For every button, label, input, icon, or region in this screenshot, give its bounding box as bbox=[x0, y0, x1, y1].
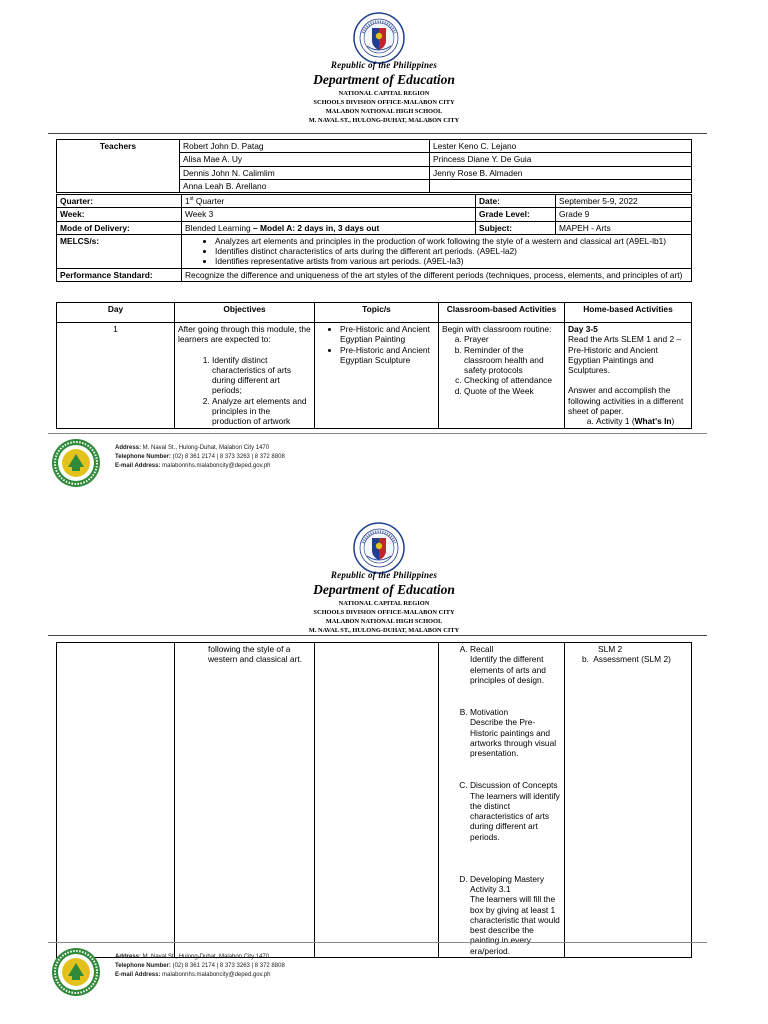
school-text: MALABON NATIONAL HIGH SCHOOL bbox=[325, 108, 443, 116]
footer-rule bbox=[48, 942, 707, 943]
activity-a: Activity 1 ( bbox=[596, 416, 635, 426]
email-label: E-mail Address: bbox=[115, 463, 161, 469]
teacher-name: Dennis John N. Calimlim bbox=[180, 166, 430, 179]
phone-label: Telephone Number: bbox=[115, 454, 171, 460]
home-read bbox=[568, 334, 688, 375]
routine-item: d. Quote of the Week bbox=[464, 386, 561, 396]
header-rule bbox=[48, 133, 707, 134]
deped-seal-icon bbox=[353, 12, 405, 64]
page-2 bbox=[0, 512, 768, 1024]
teacher-name: Lester Keno C. Lejano bbox=[430, 140, 692, 153]
objectives-continued bbox=[175, 643, 315, 958]
melc-item: • Identifies distinct characteristics of arts during the different art periods. (A9EL-la2) bbox=[215, 246, 688, 256]
email-value: malabonnhs.malaboncity@deped.gov.ph bbox=[160, 972, 271, 978]
phone-value: (02) 8 361 2174 | 8 373 3263 | 8 372 8808 bbox=[170, 454, 285, 460]
footer-phone bbox=[115, 453, 285, 462]
quarter-suffix: st bbox=[189, 196, 194, 203]
deped-seal-icon bbox=[353, 522, 405, 574]
mode-value-a: Blended Learning bbox=[185, 222, 253, 233]
header-home: Home-based Activities bbox=[565, 303, 692, 323]
school-logo-icon bbox=[50, 437, 102, 489]
lesson-plan-table-continued bbox=[56, 642, 692, 958]
step-item bbox=[470, 780, 561, 842]
objectives-cell bbox=[175, 323, 315, 429]
step-desc: The learners will fill the box by giving at least 1 characteristic that would best describe the painting in every era/period. bbox=[470, 894, 560, 956]
street-text: M. NAVAL ST., HULONG-DUHAT, MALABON CITY bbox=[308, 627, 460, 635]
school-logo-icon bbox=[50, 946, 102, 998]
objective-item: 2. Analyze art elements and principles in the production of artwork bbox=[212, 396, 311, 427]
header-topics: Topic/s bbox=[315, 303, 439, 323]
day-number: 1 bbox=[57, 323, 175, 429]
address-label: Address: bbox=[115, 954, 142, 960]
school-text: MALABON NATIONAL HIGH SCHOOL bbox=[325, 618, 443, 626]
email-value: malabonnhs.malaboncity@deped.gov.ph bbox=[160, 463, 271, 469]
activity-c: ) bbox=[671, 416, 675, 426]
objectives-intro: After going through this module, the learners are expected to: bbox=[178, 324, 311, 345]
quarter-number: 1 bbox=[185, 196, 190, 206]
week-label: Week: bbox=[57, 208, 182, 221]
home-assessment: b. Assessment (SLM 2) bbox=[582, 654, 671, 665]
header-day: Day bbox=[57, 303, 175, 323]
objective-item: 1. Identify distinct characteristics of arts during different art periods; bbox=[212, 355, 311, 396]
phone-value: (02) 8 361 2174 | 8 373 3263 | 8 372 8808 bbox=[170, 963, 285, 969]
footer-phone bbox=[115, 962, 285, 971]
lesson-info-table bbox=[56, 194, 692, 282]
home-answer: Answer and accomplish the following activities in a different sheet of paper. bbox=[568, 385, 684, 416]
footer-email bbox=[115, 971, 285, 980]
classroom-steps-cell bbox=[439, 643, 565, 958]
teacher-name bbox=[430, 179, 692, 192]
day-cell-empty bbox=[57, 643, 175, 958]
grade-label: Grade Level: bbox=[476, 208, 556, 221]
republic-text: Republic of the Philippines bbox=[330, 570, 438, 580]
republic-text: Republic of the Philippines bbox=[330, 60, 438, 70]
mode-value-b: – Model A: 2 days in, 3 days out bbox=[253, 222, 380, 233]
letterhead bbox=[0, 570, 768, 635]
street-text: M. NAVAL ST., HULONG-DUHAT, MALABON CITY bbox=[308, 117, 460, 125]
department-text: Department of Education bbox=[313, 71, 455, 87]
mode-label: Mode of Delivery: bbox=[57, 221, 182, 234]
date-label: Date: bbox=[476, 195, 556, 208]
melc-item: • Identifies representative artists from various art periods. (A9EL-la3) bbox=[215, 256, 688, 266]
header-rule bbox=[48, 635, 707, 636]
step-item bbox=[470, 644, 561, 685]
quarter-word: Quarter bbox=[193, 196, 225, 206]
teachers-label: Teachers bbox=[57, 140, 180, 193]
teacher-name: Robert John D. Patag bbox=[180, 140, 430, 153]
routine-item: b. Reminder of the classroom health and safety protocols bbox=[464, 345, 561, 376]
performance-label: Performance Standard: bbox=[57, 268, 182, 281]
lesson-plan-table bbox=[56, 302, 692, 429]
region-text: NATIONAL CAPITAL REGION bbox=[338, 90, 430, 98]
home-read-b: – Pre-Historic and Ancient Egyptian Paintings and Sculptures. bbox=[568, 334, 682, 375]
department-text: Department of Education bbox=[313, 581, 455, 597]
step-title: B. Motivation bbox=[470, 707, 509, 717]
routine-item: c. Checking of attendance bbox=[464, 375, 561, 385]
routine-item: a. Prayer bbox=[464, 334, 561, 344]
teacher-name: Anna Leah B. Arellano bbox=[180, 179, 430, 192]
quarter-label: Quarter: bbox=[57, 195, 182, 208]
footer-email bbox=[115, 462, 285, 471]
quarter-value bbox=[182, 195, 476, 208]
division-text: SCHOOLS DIVISION OFFICE-MALABON CITY bbox=[313, 609, 455, 617]
mode-value bbox=[182, 221, 476, 234]
division-text: SCHOOLS DIVISION OFFICE-MALABON CITY bbox=[313, 99, 455, 107]
header-objectives: Objectives bbox=[175, 303, 315, 323]
assessment-text: Assessment (SLM 2) bbox=[593, 654, 671, 665]
subject-value: MAPEH - Arts bbox=[556, 221, 692, 234]
topic-item: • Pre-Historic and Ancient Egyptian Painting bbox=[340, 324, 435, 345]
page-footer bbox=[0, 433, 768, 489]
footer-text bbox=[115, 953, 285, 980]
step-title: A. Recall bbox=[470, 644, 494, 654]
home-heading: Day 3-5 bbox=[568, 324, 598, 334]
header-classroom: Classroom-based Activities bbox=[439, 303, 565, 323]
topics-cell-empty bbox=[315, 643, 439, 958]
step-title: C. Discussion of Concepts bbox=[470, 780, 558, 791]
step-desc: Describe the Pre-Historic paintings and artworks through visual presentation. bbox=[470, 717, 557, 758]
teachers-table bbox=[56, 139, 692, 193]
objectives-cont-text: following the style of a western and classical art. bbox=[208, 644, 303, 665]
home-cell bbox=[565, 323, 692, 429]
teacher-name: Alisa Mae A. Uy bbox=[180, 153, 430, 166]
classroom-cell bbox=[439, 323, 565, 429]
classroom-intro: Begin with classroom routine: bbox=[442, 324, 552, 334]
footer-rule bbox=[48, 433, 707, 434]
subject-label: Subject: bbox=[476, 221, 556, 234]
letterhead bbox=[0, 60, 768, 125]
email-label: E-mail Address: bbox=[115, 972, 161, 978]
home-cont-text: SLM 2 bbox=[598, 644, 623, 654]
topic-item: • Pre-Historic and Ancient Egyptian Sculpture bbox=[340, 345, 435, 366]
performance-value: Recognize the difference and uniqueness of the art styles of the different periods (techniques, process, elements, and principles of art) bbox=[182, 268, 692, 281]
footer-address bbox=[115, 953, 285, 962]
footer-text bbox=[115, 444, 285, 471]
step-desc: The learners will identify the distinct characteristics of arts during different art periods. bbox=[470, 790, 560, 842]
melcs-label: MELCS/s: bbox=[57, 234, 182, 268]
address-value: M. Naval St., Hulong-Duhat, Malabon City 1470 bbox=[141, 445, 270, 451]
week-value: Week 3 bbox=[182, 208, 476, 221]
footer-address bbox=[115, 444, 285, 453]
step-desc: Identify the different elements of arts and principles of design. bbox=[470, 654, 546, 685]
topics-cell bbox=[315, 323, 439, 429]
melc-item: • Analyzes art elements and principles in the production of work following the style of a western and classical art (A9EL-lb1) bbox=[215, 236, 688, 246]
phone-label: Telephone Number: bbox=[115, 963, 171, 969]
melcs-cell bbox=[182, 234, 692, 268]
address-value: M. Naval St., Hulong-Duhat, Malabon City 1470 bbox=[141, 954, 270, 960]
home-cell-continued bbox=[565, 643, 692, 958]
teacher-name: Princess Diane Y. De Guia bbox=[430, 153, 692, 166]
grade-value: Grade 9 bbox=[556, 208, 692, 221]
step-title: D. Developing Mastery Activity 3.1 bbox=[470, 873, 545, 894]
step-item bbox=[470, 707, 561, 758]
date-value: September 5-9, 2022 bbox=[556, 195, 692, 208]
activity-b: What's In bbox=[634, 416, 672, 426]
activity-item bbox=[596, 416, 688, 426]
teacher-name: Jenny Rose B. Almaden bbox=[430, 166, 692, 179]
address-label: Address: bbox=[115, 445, 142, 451]
home-read-a: Read the Arts SLEM 1 and 2 bbox=[568, 334, 677, 345]
region-text: NATIONAL CAPITAL REGION bbox=[338, 600, 430, 608]
page-footer bbox=[0, 942, 768, 998]
